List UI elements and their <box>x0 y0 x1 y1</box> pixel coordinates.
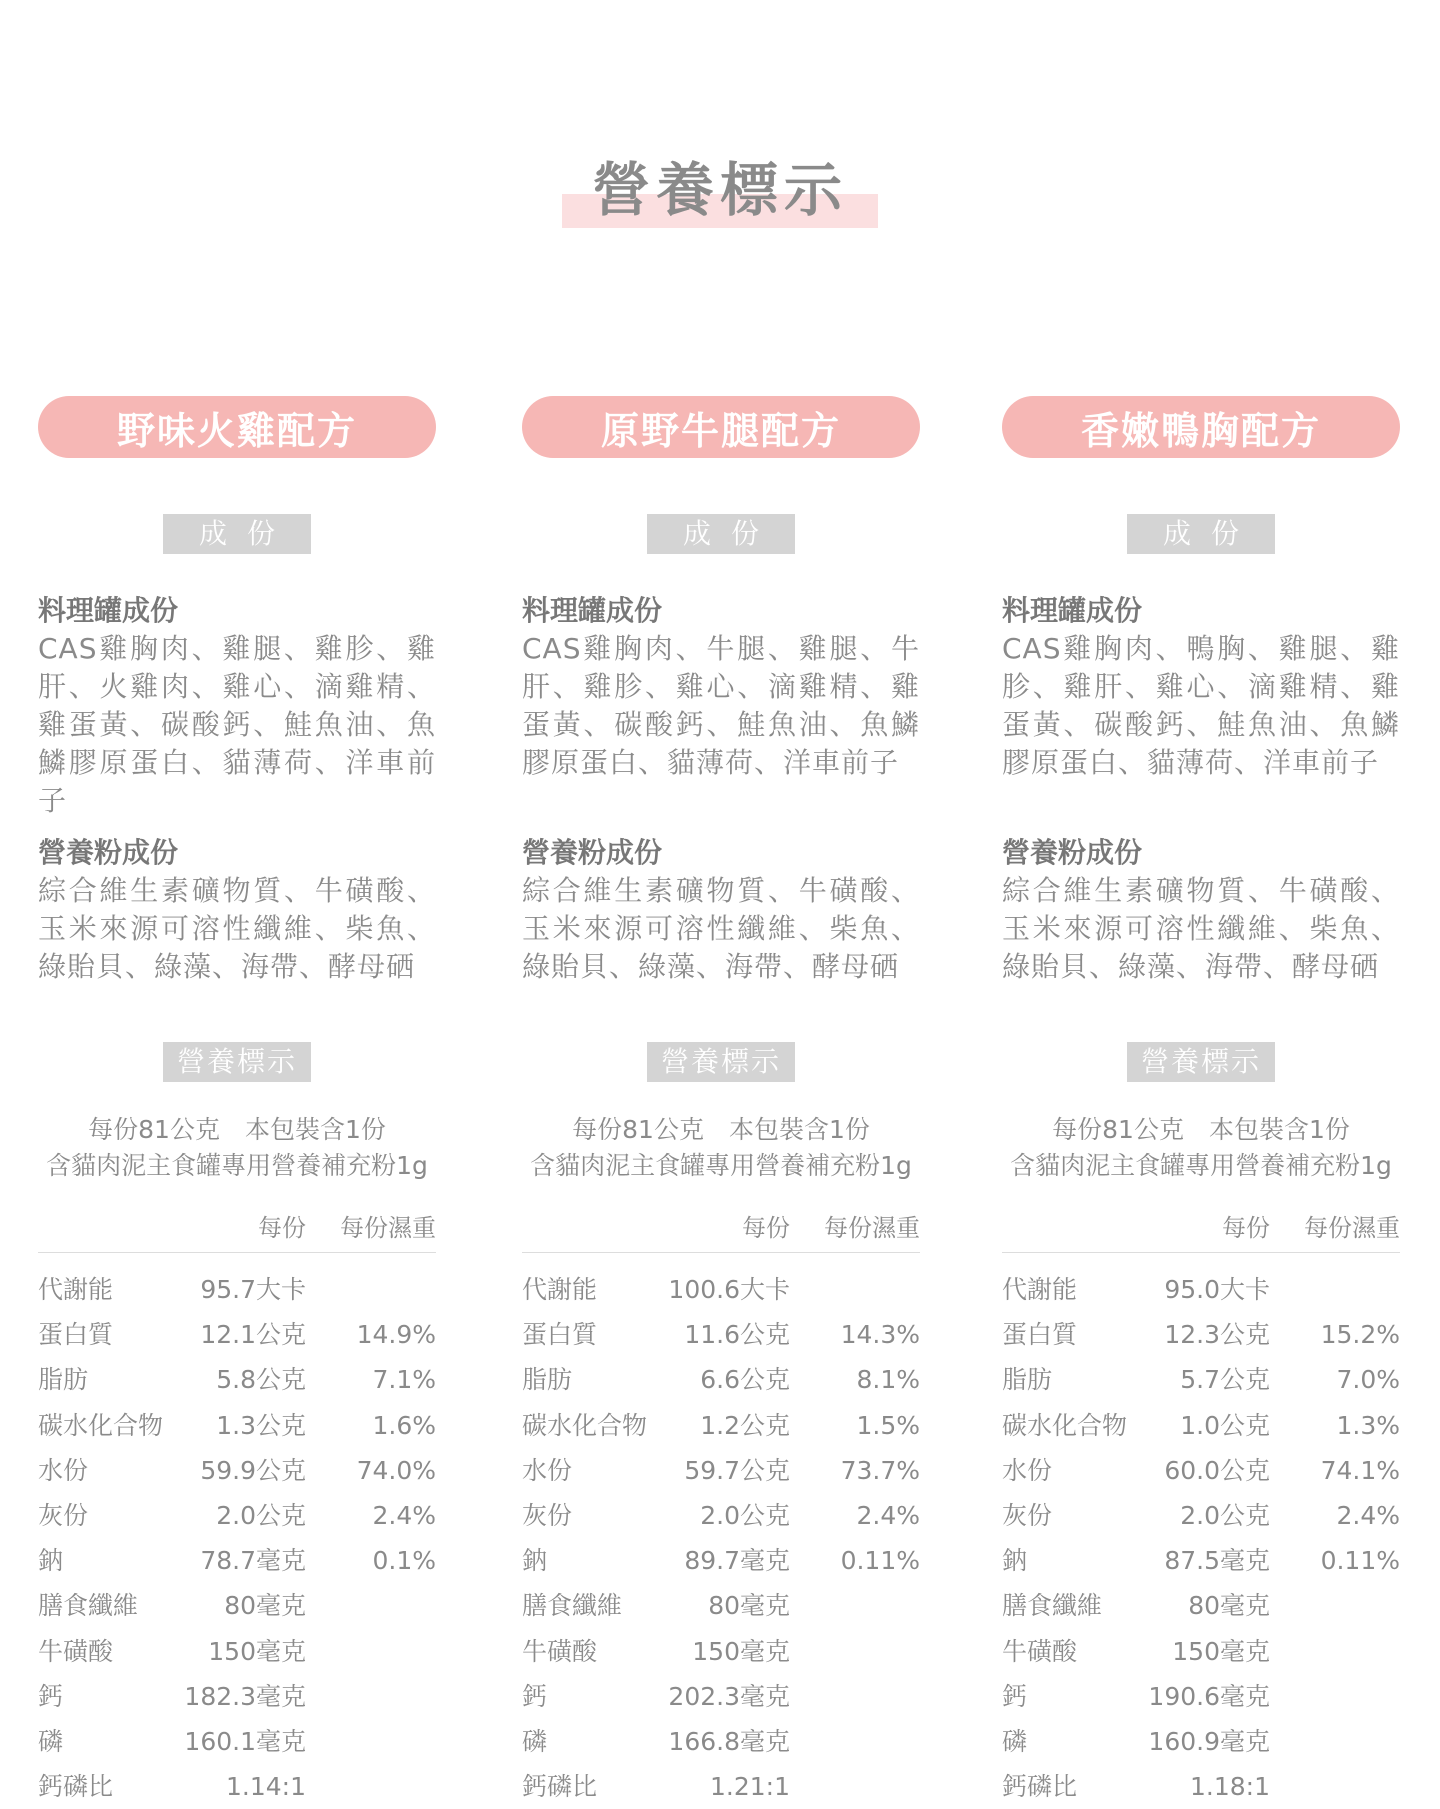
nutrient-name: 碳水化合物 <box>38 1410 164 1440</box>
powder-text: 綜合維生素礦物質、牛磺酸、玉米來源可溶性纖維、柴魚、綠貽貝、綠藻、海帶、酵母硒 <box>522 874 920 983</box>
canned-ingredients <box>38 592 436 820</box>
serving-line-2: 含貓肉泥主食罐專用營養補充粉1g <box>530 1151 912 1180</box>
nutrient-percent <box>790 1629 920 1674</box>
serving-line-1: 每份81公克 本包裝含1份 <box>88 1115 386 1144</box>
nutrient-amount: 190.6毫克 <box>1148 1681 1270 1711</box>
nutrient-name: 膳食纖維 <box>38 1591 139 1621</box>
nutrition-row <box>38 1267 436 1312</box>
nutrition-row <box>1002 1267 1400 1312</box>
nutrient-percent <box>1270 1719 1400 1764</box>
nutrition-section-2 <box>522 1042 920 1809</box>
nutrient-amount: 2.0公克 <box>216 1500 306 1530</box>
nutrient-amount: 1.3公克 <box>216 1410 306 1440</box>
nutrient-percent <box>1270 1583 1400 1628</box>
nutrient-amount: 6.6公克 <box>700 1365 790 1395</box>
nutrient-percent: 1.5% <box>856 1410 920 1440</box>
nutrient-name: 蛋白質 <box>522 1320 598 1350</box>
nutrition-row <box>522 1629 920 1674</box>
nutrient-name: 脂肪 <box>1002 1365 1053 1395</box>
nutrition-row <box>522 1312 920 1357</box>
nutrition-row <box>1002 1403 1400 1448</box>
nutrient-percent: 14.3% <box>840 1320 920 1350</box>
nutrition-row <box>1002 1448 1400 1493</box>
nutrient-amount: 2.0公克 <box>1180 1500 1270 1530</box>
nutrient-percent <box>306 1764 436 1809</box>
nutrient-name: 脂肪 <box>522 1365 573 1395</box>
nutrient-name: 代謝能 <box>522 1275 598 1304</box>
nutrient-amount: 95.0大卡 <box>1164 1275 1270 1304</box>
header-wet-weight: 每份濕重 <box>340 1214 436 1242</box>
nutrition-row <box>1002 1674 1400 1719</box>
formula-name-pill <box>1002 396 1400 458</box>
nutrition-row <box>38 1538 436 1583</box>
nutrition-row <box>522 1719 920 1764</box>
nutrient-percent <box>790 1674 920 1719</box>
nutrition-row <box>1002 1538 1400 1583</box>
nutrient-percent: 0.11% <box>1320 1546 1400 1576</box>
header-per-serving: 每份 <box>742 1214 790 1242</box>
nutrient-percent <box>306 1267 436 1312</box>
nutrient-name: 蛋白質 <box>1002 1320 1078 1350</box>
nutrient-percent <box>1270 1764 1400 1809</box>
ingredients-tag: 成份 <box>163 514 311 554</box>
canned-ingredients <box>522 592 920 820</box>
nutrient-amount: 150毫克 <box>692 1636 790 1666</box>
nutrition-row <box>522 1403 920 1448</box>
nutrient-percent <box>1270 1267 1400 1312</box>
nutrient-amount: 12.3公克 <box>1164 1320 1270 1350</box>
nutrition-tag-wrap <box>38 1042 436 1082</box>
nutrition-row <box>522 1448 920 1493</box>
nutrient-amount: 160.1毫克 <box>184 1726 306 1756</box>
nutrient-name: 膳食纖維 <box>1002 1591 1103 1621</box>
nutrition-table-header <box>38 1208 436 1253</box>
powder-ingredients <box>1002 834 1400 986</box>
nutrition-rows <box>522 1267 920 1809</box>
serving-info <box>1002 1112 1400 1184</box>
nutrition-row <box>522 1493 920 1538</box>
nutrient-name: 蛋白質 <box>38 1320 114 1350</box>
nutrient-amount: 11.6公克 <box>684 1320 790 1350</box>
nutrient-name: 鈣磷比 <box>1002 1772 1078 1802</box>
nutrient-amount: 182.3毫克 <box>184 1681 306 1711</box>
nutrient-name: 水份 <box>522 1455 573 1485</box>
formula-column-2 <box>522 396 920 986</box>
nutrition-tag-wrap <box>1002 1042 1400 1082</box>
nutrition-section-1 <box>38 1042 436 1809</box>
nutrient-amount: 59.7公克 <box>684 1455 790 1485</box>
powder-text: 綜合維生素礦物質、牛磺酸、玉米來源可溶性纖維、柴魚、綠貽貝、綠藻、海帶、酵母硒 <box>1002 874 1400 983</box>
nutrition-row <box>1002 1629 1400 1674</box>
formula-name-pill <box>38 396 436 458</box>
nutrient-name: 碳水化合物 <box>1002 1410 1128 1440</box>
nutrient-name: 鈉 <box>522 1546 548 1576</box>
nutrient-name: 代謝能 <box>38 1275 114 1304</box>
formula-name: 原野牛腿配方 <box>600 408 841 453</box>
nutrient-amount: 87.5毫克 <box>1164 1546 1270 1576</box>
nutrient-amount: 95.7大卡 <box>200 1275 306 1304</box>
nutrient-amount: 80毫克 <box>708 1591 790 1621</box>
nutrition-row <box>38 1674 436 1719</box>
nutrient-name: 碳水化合物 <box>522 1410 648 1440</box>
nutrition-row <box>522 1538 920 1583</box>
nutrient-amount: 1.0公克 <box>1180 1410 1270 1440</box>
page-title <box>562 150 878 230</box>
nutrient-amount: 60.0公克 <box>1164 1455 1270 1485</box>
nutrient-percent: 1.3% <box>1336 1410 1400 1440</box>
nutrient-name: 磷 <box>38 1726 64 1756</box>
nutrient-amount: 80毫克 <box>224 1591 306 1621</box>
nutrition-row <box>38 1719 436 1764</box>
nutrient-amount: 150毫克 <box>208 1636 306 1666</box>
nutrition-rows <box>1002 1267 1400 1809</box>
header-per-serving: 每份 <box>1222 1214 1270 1242</box>
nutrient-amount: 1.14:1 <box>226 1772 306 1802</box>
canned-heading: 料理罐成份 <box>522 594 663 627</box>
nutrient-name: 脂肪 <box>38 1365 89 1395</box>
formula-name: 香嫩鴨胸配方 <box>1080 408 1321 453</box>
nutrition-row <box>38 1448 436 1493</box>
nutrient-percent: 2.4% <box>856 1500 920 1530</box>
nutrient-name: 灰份 <box>522 1500 573 1530</box>
nutrition-table-header <box>522 1208 920 1253</box>
nutrient-name: 水份 <box>1002 1455 1053 1485</box>
nutrient-name: 鈉 <box>38 1546 64 1576</box>
nutrient-name: 鈉 <box>1002 1546 1028 1576</box>
canned-heading: 料理罐成份 <box>38 594 179 627</box>
serving-line-2: 含貓肉泥主食罐專用營養補充粉1g <box>1010 1151 1392 1180</box>
nutrient-name: 灰份 <box>38 1500 89 1530</box>
nutrition-row <box>522 1583 920 1628</box>
nutrient-amount: 2.0公克 <box>700 1500 790 1530</box>
nutrient-percent: 2.4% <box>1336 1500 1400 1530</box>
canned-text: CAS雞胸肉、鴨胸、雞腿、雞胗、雞肝、雞心、滴雞精、雞蛋黃、碳酸鈣、鮭魚油、魚鱗膠原蛋白、貓薄荷、洋車前子 <box>1002 632 1400 779</box>
nutrient-percent: 0.11% <box>840 1546 920 1576</box>
canned-ingredients <box>1002 592 1400 820</box>
nutrient-percent <box>1270 1674 1400 1719</box>
formula-name-pill <box>522 396 920 458</box>
nutrient-name: 灰份 <box>1002 1500 1053 1530</box>
nutrient-percent <box>790 1764 920 1809</box>
header-wet-weight: 每份濕重 <box>1304 1214 1400 1242</box>
serving-info <box>38 1112 436 1184</box>
nutrient-percent: 74.0% <box>356 1455 436 1485</box>
ingredients-tag: 成份 <box>1127 514 1275 554</box>
nutrition-row <box>38 1403 436 1448</box>
nutrient-name: 鈣 <box>1002 1681 1028 1711</box>
nutrient-percent: 0.1% <box>372 1546 436 1576</box>
nutrient-amount: 160.9毫克 <box>1148 1726 1270 1756</box>
nutrient-amount: 59.9公克 <box>200 1455 306 1485</box>
ingredients-tag-wrap <box>38 514 436 554</box>
nutrition-row <box>38 1493 436 1538</box>
nutrition-row <box>1002 1583 1400 1628</box>
nutrient-amount: 1.21:1 <box>710 1772 790 1802</box>
nutrition-row <box>38 1629 436 1674</box>
nutrition-row <box>1002 1764 1400 1809</box>
nutrient-percent <box>790 1267 920 1312</box>
serving-line-1: 每份81公克 本包裝含1份 <box>1052 1115 1350 1144</box>
ingredients-tag-wrap <box>1002 514 1400 554</box>
nutrition-row <box>522 1267 920 1312</box>
nutrient-amount: 80毫克 <box>1188 1591 1270 1621</box>
nutrient-percent: 14.9% <box>356 1320 436 1350</box>
formula-name: 野味火雞配方 <box>116 408 357 453</box>
nutrition-row <box>1002 1312 1400 1357</box>
formula-column-3 <box>1002 396 1400 986</box>
canned-text: CAS雞胸肉、牛腿、雞腿、牛肝、雞胗、雞心、滴雞精、雞蛋黃、碳酸鈣、鮭魚油、魚鱗膠原蛋白、貓薄荷、洋車前子 <box>522 632 920 779</box>
nutrition-tag: 營養標示 <box>163 1042 311 1082</box>
nutrient-amount: 78.7毫克 <box>200 1546 306 1576</box>
serving-info <box>522 1112 920 1184</box>
nutrient-name: 代謝能 <box>1002 1275 1078 1304</box>
nutrient-amount: 89.7毫克 <box>684 1546 790 1576</box>
powder-heading: 營養粉成份 <box>1002 836 1143 869</box>
page-title-wrap <box>0 150 1440 230</box>
nutrient-percent <box>1270 1629 1400 1674</box>
nutrition-row <box>1002 1493 1400 1538</box>
header-per-serving: 每份 <box>258 1214 306 1242</box>
nutrient-amount: 202.3毫克 <box>668 1681 790 1711</box>
nutrient-amount: 100.6大卡 <box>668 1275 790 1304</box>
ingredients-tag: 成份 <box>647 514 795 554</box>
formula-column-1 <box>38 396 436 986</box>
nutrient-name: 膳食纖維 <box>522 1591 623 1621</box>
nutrition-section-3 <box>1002 1042 1400 1809</box>
nutrition-row <box>38 1357 436 1402</box>
nutrition-rows <box>38 1267 436 1809</box>
nutrient-name: 鈣磷比 <box>38 1772 114 1802</box>
canned-text: CAS雞胸肉、雞腿、雞胗、雞肝、火雞肉、雞心、滴雞精、雞蛋黃、碳酸鈣、鮭魚油、魚鱗膠原蛋白、貓薄荷、洋車前子 <box>38 632 436 817</box>
nutrition-row <box>38 1312 436 1357</box>
powder-heading: 營養粉成份 <box>522 836 663 869</box>
nutrient-percent: 15.2% <box>1320 1320 1400 1350</box>
nutrition-row <box>522 1357 920 1402</box>
nutrient-percent: 74.1% <box>1320 1455 1400 1485</box>
powder-ingredients <box>38 834 436 986</box>
nutrient-percent: 73.7% <box>840 1455 920 1485</box>
serving-line-1: 每份81公克 本包裝含1份 <box>572 1115 870 1144</box>
powder-text: 綜合維生素礦物質、牛磺酸、玉米來源可溶性纖維、柴魚、綠貽貝、綠藻、海帶、酵母硒 <box>38 874 436 983</box>
nutrient-name: 磷 <box>1002 1726 1028 1756</box>
nutrient-amount: 1.2公克 <box>700 1410 790 1440</box>
nutrient-name: 牛磺酸 <box>38 1636 114 1666</box>
nutrition-row <box>1002 1357 1400 1402</box>
nutrient-percent: 8.1% <box>856 1365 920 1395</box>
nutrient-name: 牛磺酸 <box>1002 1636 1078 1666</box>
canned-heading: 料理罐成份 <box>1002 594 1143 627</box>
nutrient-amount: 1.18:1 <box>1190 1772 1270 1802</box>
nutrient-percent: 1.6% <box>372 1410 436 1440</box>
nutrient-percent <box>306 1674 436 1719</box>
header-wet-weight: 每份濕重 <box>824 1214 920 1242</box>
nutrient-amount: 166.8毫克 <box>668 1726 790 1756</box>
nutrition-tag: 營養標示 <box>647 1042 795 1082</box>
nutrient-name: 磷 <box>522 1726 548 1756</box>
nutrient-percent: 7.0% <box>1336 1365 1400 1395</box>
page-title-text: 營養標示 <box>591 156 848 224</box>
nutrition-tag-wrap <box>522 1042 920 1082</box>
nutrient-name: 鈣 <box>38 1681 64 1711</box>
powder-ingredients <box>522 834 920 986</box>
nutrient-percent: 7.1% <box>372 1365 436 1395</box>
nutrition-row <box>522 1764 920 1809</box>
nutrient-percent: 2.4% <box>372 1500 436 1530</box>
nutrition-row <box>1002 1719 1400 1764</box>
nutrition-row <box>38 1583 436 1628</box>
nutrition-row <box>38 1764 436 1809</box>
nutrient-percent <box>790 1719 920 1764</box>
nutrient-amount: 150毫克 <box>1172 1636 1270 1666</box>
nutrient-amount: 5.8公克 <box>216 1365 306 1395</box>
nutrient-percent <box>306 1629 436 1674</box>
nutrient-amount: 5.7公克 <box>1180 1365 1270 1395</box>
nutrient-percent <box>790 1583 920 1628</box>
nutrient-amount: 12.1公克 <box>200 1320 306 1350</box>
powder-heading: 營養粉成份 <box>38 836 179 869</box>
ingredients-tag-wrap <box>522 514 920 554</box>
nutrition-tag: 營養標示 <box>1127 1042 1275 1082</box>
nutrient-name: 水份 <box>38 1455 89 1485</box>
nutrient-name: 牛磺酸 <box>522 1636 598 1666</box>
nutrient-percent <box>306 1583 436 1628</box>
nutrient-name: 鈣磷比 <box>522 1772 598 1802</box>
nutrition-table-header <box>1002 1208 1400 1253</box>
nutrition-row <box>522 1674 920 1719</box>
nutrient-percent <box>306 1719 436 1764</box>
nutrient-name: 鈣 <box>522 1681 548 1711</box>
serving-line-2: 含貓肉泥主食罐專用營養補充粉1g <box>46 1151 428 1180</box>
